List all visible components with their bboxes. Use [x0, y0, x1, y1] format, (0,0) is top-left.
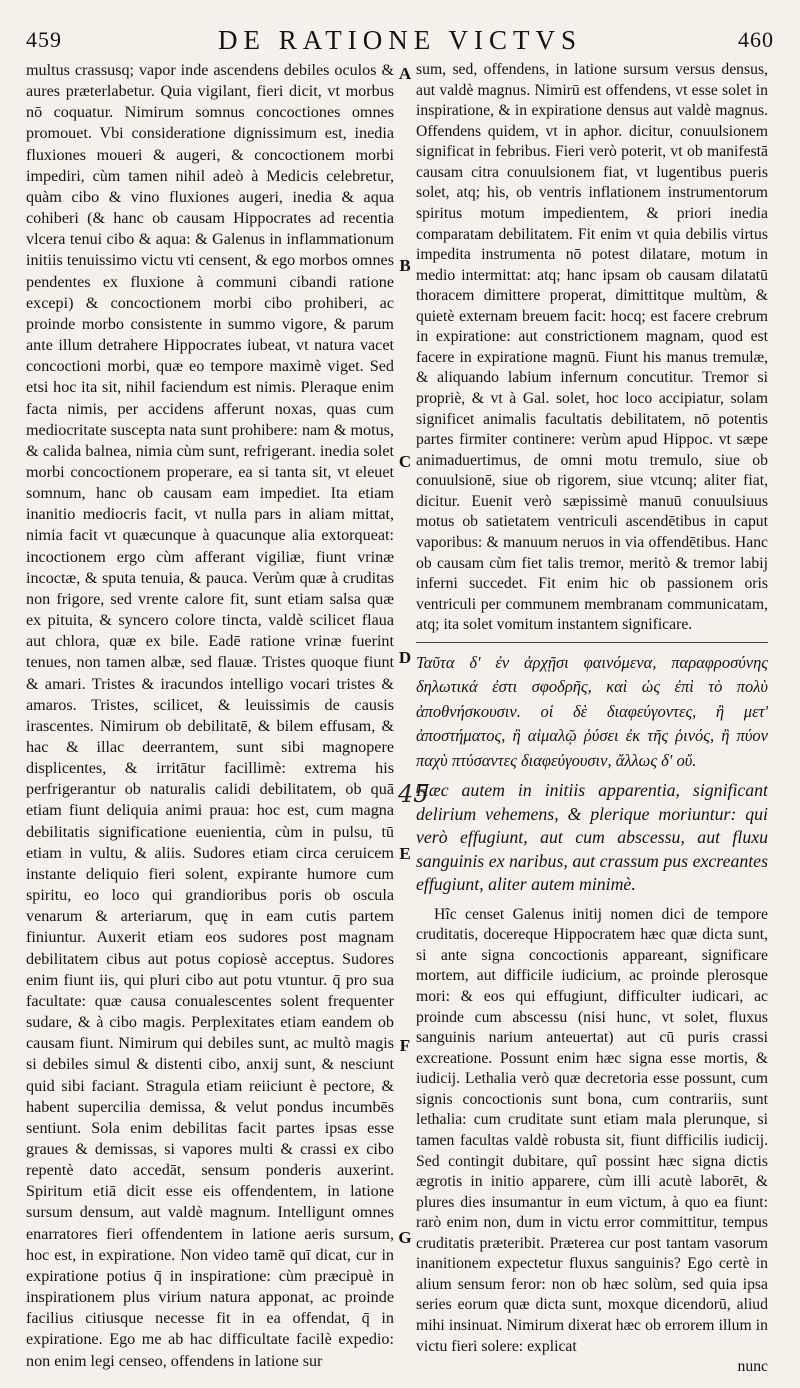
right-column [416, 60, 768, 1380]
left-column-text: multus crassusq; vapor inde ascendens debiles oculos & aures præterlabetur. Quia vigilant, fieri dicit, vt morbus nō coquatur. Nimirum somnus concoctiones omnes promouet. Vbi consideratione dignissimum est, inedia fluxiones moueri & augeri, & concoctionem morbi impediri, cùm tamen nihil adeò à Medicis celebretur, quàm cibo & vino fluxiones augeri, inedia & aqua cohiberi (& hanc ob causam Hippocrates ad recentia vlcera tenui cibo & aqua: & Galenus in inflammationum initiis tenuissimo victu vti censent, & ego morbos omnes pendentes ex fluxione à communi cibandi ratione excepi) & concoctionem morbi cibo prohiberi, ac proinde morbo consistente in summo vigore, & parum ante illum detrahere Hippocrates iubeat, vt natura vacet concoctioni morbi, quæ eo tempore maximè viget. Sed etsi hoc ita sit, nihil faciendum est nimis. Pleraque enim facta nimis, per accidens afferunt noxas, quas cum mediocritate suscepta nata sunt prohibere: nam & motus, & calida balnea, nimia cùm sunt, refrigerant. inedia solet morbi concoctionem properare, ea si tanta sit, vt eleuet somnum, hanc ob causam eam impediet. Ita etiam inanitio mediocris facit, vt nulla pars in aliam mittat, nimia facit vt quæcunque à quacunque alia extorqueat: incoctionem ergo cùm afferant vigiliæ, fiunt vrinæ incoctæ, & sputa tenuia, & pauca. Verùm quæ à cruditas non frigore, sed vrente calore fit, sunt etiam salsa quæ ex pituita, & syncero colore tincta, valdè scilicet flaua aut chlora, quæ ex bile. Eadē ratione vrinæ fuerint tenues, non tamen albæ, sed flauæ. Tristes quoque fiunt & amari. Tristes & iracundos intelligo vocari tristes & amaros. Tristes, scilicet, & leuissimis de causis irascentes. Nimirum ob debilitatē, & bilem effusam, & hac & illac deerrantem, sunt sibi magnopere displicentes, & irritātur facillimè: extrema his perfrigerantur ob naturalis calidi debilitatem, ob quā etiam fiunt deliquia animi praua: hoc est, cum magna debilitatis significatione euenientia, cùm in pulsu, tū etiam in vultu, & aliis. Sudores etiam circa ceruicem instante deliquio fieri solent, expirante humore cum spiritu, eo loco qui grandioribus poris ob oscula venarum & arteriarum, quę in eam cutis partem finiuntur. Auxerit etiam eos sudores post magnam debilitatem cibus aut potus copiosè acceptus. Sudores enim fiunt iis, qui pluri cibo aut potu vtuntur. q̄ pro sua facultate: quæ causa conualescentes solent frequenter sudare, & à cibo magis. Perplexitates etiam eandem ob causam fiunt. Nimirum qui debiles sunt, ac multò magis si debiles simul & distenti cibo, anxij sunt, & nesciunt quid sibi faciant. Stragula etiam reiiciunt è pectore, & habent supercilia demissa, & velut pondus incumbēs sentiunt. Sola enim debilitas facit partes ipsas esse graues & demissas, si vapores multi & crassi ex cibo repentè dato accedāt, sensum ponderis auxerint. Spiritum etiā dicit esse eis offendentem, in latione sursum densum, aut valdè magnum. Intelligunt omnes enarratores fieri offendentem in latione aeris sursum, hoc est, in expiratione. Non video tamē quī dicat, cur in expiratione potius q̄ in inspiratione: cùm præcipuè in inspirationem plus virium natura apponat, ac proinde facilius citiusque necesse fit in ea offendat, q̄ in expiratione. Ego me ab hac difficultate facilè expedio: non enim legi censeo, offendens in latione sur [26, 62, 394, 1370]
aphorism-number: 45 [398, 780, 429, 808]
right-paragraph-1: sum, sed, offendens, in latione sursum versus densus, aut valdè magnus. Nimirū est offendens, vt esse solet in inspiratione, & in expiratione densus aut valdè magnus. Offendens quidem, vt in aphor. dicitur, conuulsionem significat in febribus. Fieri verò poterit, vt ob manifestā causam citra conuulsionem fiat, vt lugentibus pueris solet, atq; his, ob ventris inflationem instrumentorum spiritus motum impedientem, & priori inedia comparatam debilitatem. Fit enim vt quia debilis virtus impedita instrumenta nō potest dilatare, motum in medio intermittat: atq; hanc ipsam ob causam dilatatū thoracem dimittere properat, dimittitque multùm, & quietè externam breuem facit: hocq; est facere crebrum in expiratione: aut constrictionem magnam, quod est facere in expiratione magnū. Fiunt his manus tremulæ, & aliquando labium infernum concutitur. Tremor si propriè, & vt à Gal. solet, hoc loco accipiatur, solam significet animalis facultatis debilitatem, nō potentis partes firmiter continere: verùm apud Hippoc. vt sæpe animaduertimus, de omni motu tremulo, siue ob conuulsionē, siue ob rigorem, siue vtcunq; aliter fiat, dicitur. Euenit verò sæpissimè manuū conuulsiuus motus ob satietatem ventriculi ascendētibus in caput vaporibus: & manuum neruos in via offendētibus. Hanc ob causam cùm fiet talis tremor, meritò & tremor labij inferni succedet. Fit enim hic ob passionem oris ventriculi per communem membranam communicatam, atq; ita solet vomitum instantem significare. [416, 61, 768, 634]
running-header [26, 22, 774, 58]
greek-aphorism: Ταῦτα δ' ἐν ἀρχῇσι φαινόμενα, παραφροσύνης δηλωτικά ἐστι σφοδρῆς, καὶ ὡς ἐπὶ τὸ πολὺ ἀποθνήσκουσιν. οἱ δὲ διαφεύγοντες, ἢ μετ' ἀποστήματος, ἢ αἱμαλῷ ῥύσει ἐκ τῆς ῥινός, ἢ πύον παχὺ πτύσαντες διαφεύγουσιν, ἄλλως δ' οὔ. [416, 652, 768, 770]
margin-letter-d: D [398, 648, 412, 667]
left-page-number: 459 [26, 27, 62, 52]
catchword: nunc [737, 1358, 768, 1376]
section-rule [416, 642, 768, 643]
margin-letter-c: C [398, 452, 412, 471]
margin-letter-e: E [399, 844, 411, 863]
commentary-paragraph: Hîc censet Galenus initij nomen dici de tempore cruditatis, docereque Hippocratem hæc quæ dicta sunt, si ante signa concoctionis appareant, significare mortem, aut difficile iudicium, ac proinde plerosque mori: & eos qui effugiunt, difficulter iudicari, ac proinde cum abscessu (nisi hunc, vt solet, fluxus sanguinis narium anteuertat) aut cū puris crassi excreatione. Possunt enim hæc signa esse mortis, & iudicij. Lethalia verò quæ decretoria esse possunt, cum signis concoctionis sunt bona, cum contrariis, sunt lethalia: cum cruditate sunt etiam mala plerunque, si tamen facultas valdè robusta sit, fiunt difficilis iudicij. Sed contingit dubitare, quî possint hæc signa dictis ægrotis in initio apparere, cùm illi acutè laborēt, & plures dies insumantur in eum victum, à quo ea fiunt: rarò enim non, dum in victu error committitur, tempus cruditatis præteribit. Præterea cur post tantam vasorum inanitionem expectetur fluxus sanguinis? Ego certè in alium sensum feror: non ob hæc solùm, sed quia ipsa series eorum quæ dicta sunt, moxque dicendorū, aliud mihi insinuat. Nimirum dixerat hæc ob errorem illum in victu fieri solere: explicat [416, 905, 768, 1355]
margin-letter-f: F [399, 1036, 411, 1055]
margin-letter-g: G [398, 1228, 412, 1247]
left-column [26, 60, 394, 1380]
running-title: DE RATIONE VICTVS [218, 24, 582, 55]
latin-aphorism: Hæc autem in initiis apparentia, significant delirium vehemens, & plerique moriuntur: qui verò effugiunt, aut cum abscessu, aut fluxu sanguinis ex naribus, aut crassum pus excreantes effugiunt, aliter autem minimè. [416, 780, 768, 895]
right-page-number: 460 [738, 27, 774, 52]
margin-letter-b: B [399, 256, 411, 275]
margin-letter-a: A [398, 64, 412, 83]
